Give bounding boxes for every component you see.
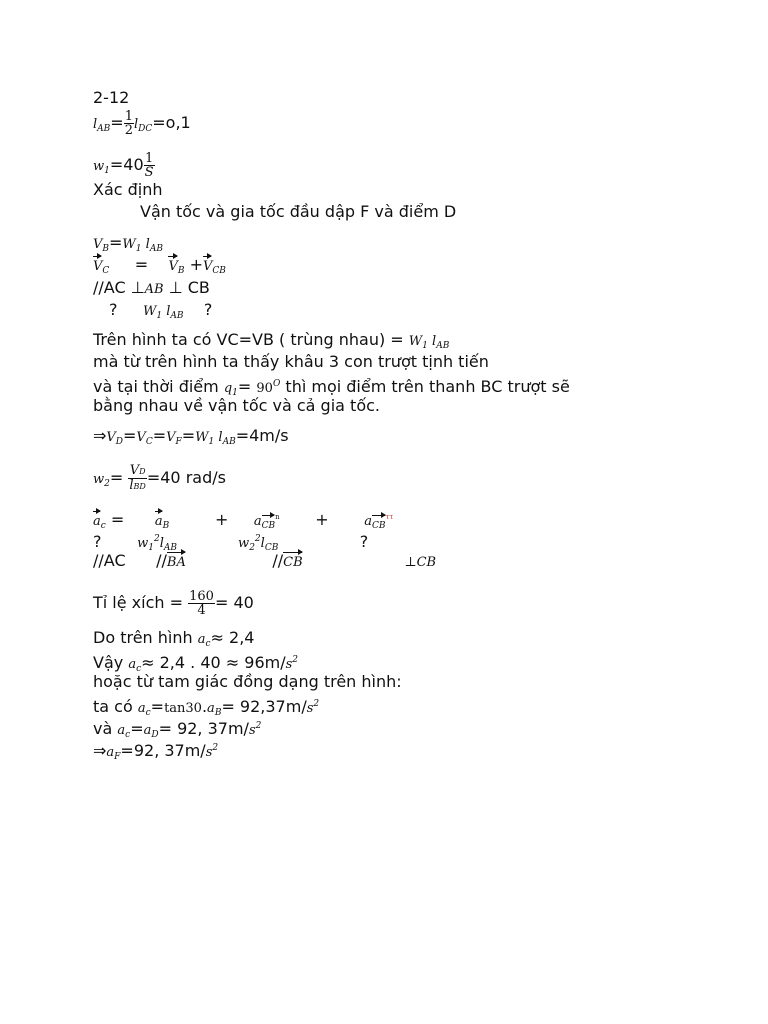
- line-ac-value: Vậy $a_c\approx 2,4$ . $40 \approx 96m/s^2$: [93, 653, 298, 674]
- line-vc-equals-vb: Trên hình ta có VC=VB ( trùng nhau) = $W_1$ $l_{AB}$: [93, 330, 450, 351]
- task-description: Vận tốc và gia tốc đầu dập F và điểm D: [140, 202, 457, 221]
- line-final-result: $\Rightarrow a_F=92$, $37m/s^2$: [93, 741, 219, 762]
- line-w1: $w_1=40$ $\frac{1}{S}$: [93, 151, 154, 180]
- line-acceleration-vectors: $a_c$ = $a_B$ + aCB$^n$ + aCB$^{\tau\tau}$: [93, 507, 393, 536]
- line-scale: Tỉ lệ xích = $\frac{160}{4}$ = 40: [93, 589, 254, 618]
- line-ad-result: và $a_c=a_D= 92$, $37m/s^2$: [93, 719, 262, 740]
- paragraph-line-3: bằng nhau về vận tốc và cả gia tốc.: [93, 396, 380, 415]
- line-alternative: hoặc từ tam giác đồng dạng trên hình:: [93, 672, 402, 691]
- paragraph-line-2: và tại thời điểm $q_1= 90^O$ thì mọi điểm trên thanh BC trượt sẽ: [93, 377, 570, 398]
- line-w2: $w_2=$ $\frac{VD}{\text{lBD}}$ =40 rad/s: [93, 463, 226, 493]
- line-acceleration-directions: //AC //BA //CB ⊥CB: [93, 551, 436, 573]
- line-velocity-result: $\Rightarrow V_D=V_C=V_F=W_1$ $l_{AB}=4m/s$: [93, 426, 289, 447]
- line-measured: Do trên hình $a_c\approx 2,4$: [93, 628, 255, 649]
- line-vb: $V_B=W_1$ $l_{AB}$: [93, 233, 163, 254]
- problem-number: 2-12: [93, 88, 130, 107]
- paragraph-line-1: mà từ trên hình ta thấy khâu 3 con trượt tịnh tiến: [93, 352, 489, 371]
- heading-determine: Xác định: [93, 180, 163, 199]
- line-magnitudes: ? $W_1$ $l_{AB}$ ?: [109, 300, 213, 321]
- line-acceleration-magnitudes: ? $w_1^2l_{AB}$ $w_2^2l_{CB}$ ?: [93, 532, 369, 553]
- line-vc-vector: $V_C$ = $V_B +V_{CB}$: [93, 255, 226, 276]
- line-directions: //AC ⊥AB ⊥ CB: [93, 278, 210, 297]
- line-tan-result: ta có $a_c=\tan 30.a_B= 92,37m/s^2$: [93, 697, 320, 718]
- line-lab: $l_{AB}=$ $\frac{1}{2}$ $l_{DC}=o,1$: [93, 109, 191, 138]
